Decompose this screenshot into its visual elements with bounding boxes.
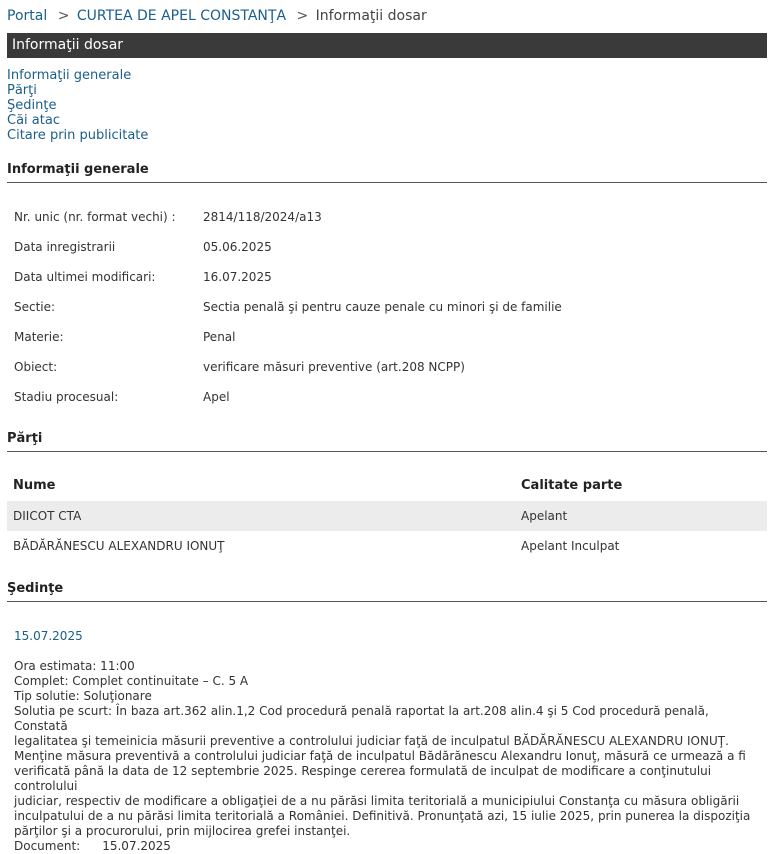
breadcrumb-separator: > xyxy=(57,8,70,24)
info-value: verificare măsuri preventive (art.208 NCPP) xyxy=(203,360,465,374)
hearing-solution-line: inculpatului de a nu părăsi limita teritorială a României. Definitivă. Pronunţată azi, 15 iulie 2025, prin punerea la dispoziţia xyxy=(14,809,751,823)
hearing-solution-line: Menţine măsura preventivă a controlului judiciar faţă de inculpatul Bădărănescu Alexandru Ionuţ, măsură ce urmează a fi xyxy=(14,749,746,763)
info-label: Sectie: xyxy=(14,300,56,314)
section-heading-sedinte: Şedinţe xyxy=(7,581,767,602)
nav-link-parti[interactable]: Părţi xyxy=(7,83,37,98)
party-name: BĂDĂRĂNESCU ALEXANDRU IONUŢ xyxy=(13,539,225,553)
nav-link-cai-atac[interactable]: Căi atac xyxy=(7,113,60,128)
page-title: Informaţii dosar xyxy=(7,33,767,58)
info-value: 16.07.2025 xyxy=(203,270,272,284)
hearing-solution-line: judiciar, respectiv de modificare a obligaţiei de a nu părăsi limita teritorială a municipiului Constanţa cu măsura obligării xyxy=(14,794,740,808)
party-role: Apelant Inculpat xyxy=(521,539,620,553)
nav-link-citare[interactable]: Citare prin publicitate xyxy=(7,128,149,143)
nav-link-sedinte[interactable]: Şedinţe xyxy=(7,98,57,113)
info-label: Nr. unic (nr. format vechi) : xyxy=(14,210,176,224)
document-date: 15.07.2025 xyxy=(102,839,171,853)
column-header-calitate: Calitate parte xyxy=(521,478,623,493)
hearing-date-link[interactable]: 15.07.2025 xyxy=(14,629,83,643)
info-label: Obiect: xyxy=(14,360,58,374)
breadcrumb-portal-link[interactable]: Portal xyxy=(7,8,48,24)
info-label: Data inregistrarii xyxy=(14,240,116,254)
breadcrumb-current: Informaţii dosar xyxy=(315,8,427,24)
section-heading-info: Informaţii generale xyxy=(7,162,767,183)
info-value: 05.06.2025 xyxy=(203,240,272,254)
party-name: DIICOT CTA xyxy=(13,509,82,523)
info-label: Materie: xyxy=(14,330,64,344)
section-heading-parti: Părţi xyxy=(7,431,767,452)
section-nav xyxy=(7,68,148,143)
info-value: Penal xyxy=(203,330,236,344)
hearing-solution-line: Solutia pe scurt: În baza art.362 alin.1,2 Cod procedură penală raportat la art.208 alin.4 şi 5 Cod procedură penală, Constată xyxy=(14,704,709,733)
table-row xyxy=(7,501,767,531)
nav-link-informatii-generale[interactable]: Informaţii generale xyxy=(7,68,132,83)
info-value: Apel xyxy=(203,390,230,404)
hearing-details xyxy=(14,659,764,854)
column-header-nume: Nume xyxy=(13,478,56,493)
info-label: Stadiu procesual: xyxy=(14,390,119,404)
party-role: Apelant xyxy=(521,509,568,523)
hearing-solution-line: verificată până la data de 12 septembrie 2025. Respinge cererea formulată de inculpat de modificare a conţinutului controlului xyxy=(14,764,712,793)
table-header-row xyxy=(7,471,767,501)
hearing-solution-type: Tip solutie: Soluţionare xyxy=(14,689,152,703)
breadcrumb xyxy=(7,8,427,24)
hearing-time: Ora estimata: 11:00 xyxy=(14,659,135,673)
info-value: 2814/118/2024/a13 xyxy=(203,210,322,224)
breadcrumb-court-link[interactable]: CURTEA DE APEL CONSTANŢA xyxy=(76,8,287,24)
info-value: Sectia penală şi pentru cauze penale cu minori şi de familie xyxy=(203,300,562,314)
hearing-solution-line: legalitatea şi temeinicia măsurii preventive a controlului judiciar faţă de inculpatul BĂDĂRĂNESCU ALEXANDRU IONUŢ. xyxy=(14,734,729,748)
parti-table xyxy=(7,471,767,561)
document-label: Document: xyxy=(14,839,81,853)
hearing-document xyxy=(14,839,764,854)
hearing-panel: Complet: Complet continuitate – C. 5 A xyxy=(14,674,249,688)
breadcrumb-separator: > xyxy=(296,8,309,24)
table-row xyxy=(7,531,767,561)
info-label: Data ultimei modificari: xyxy=(14,270,156,284)
hearing-solution-line: părţilor şi a procurorului, prin mijlocirea grefei instanţei. xyxy=(14,824,351,838)
